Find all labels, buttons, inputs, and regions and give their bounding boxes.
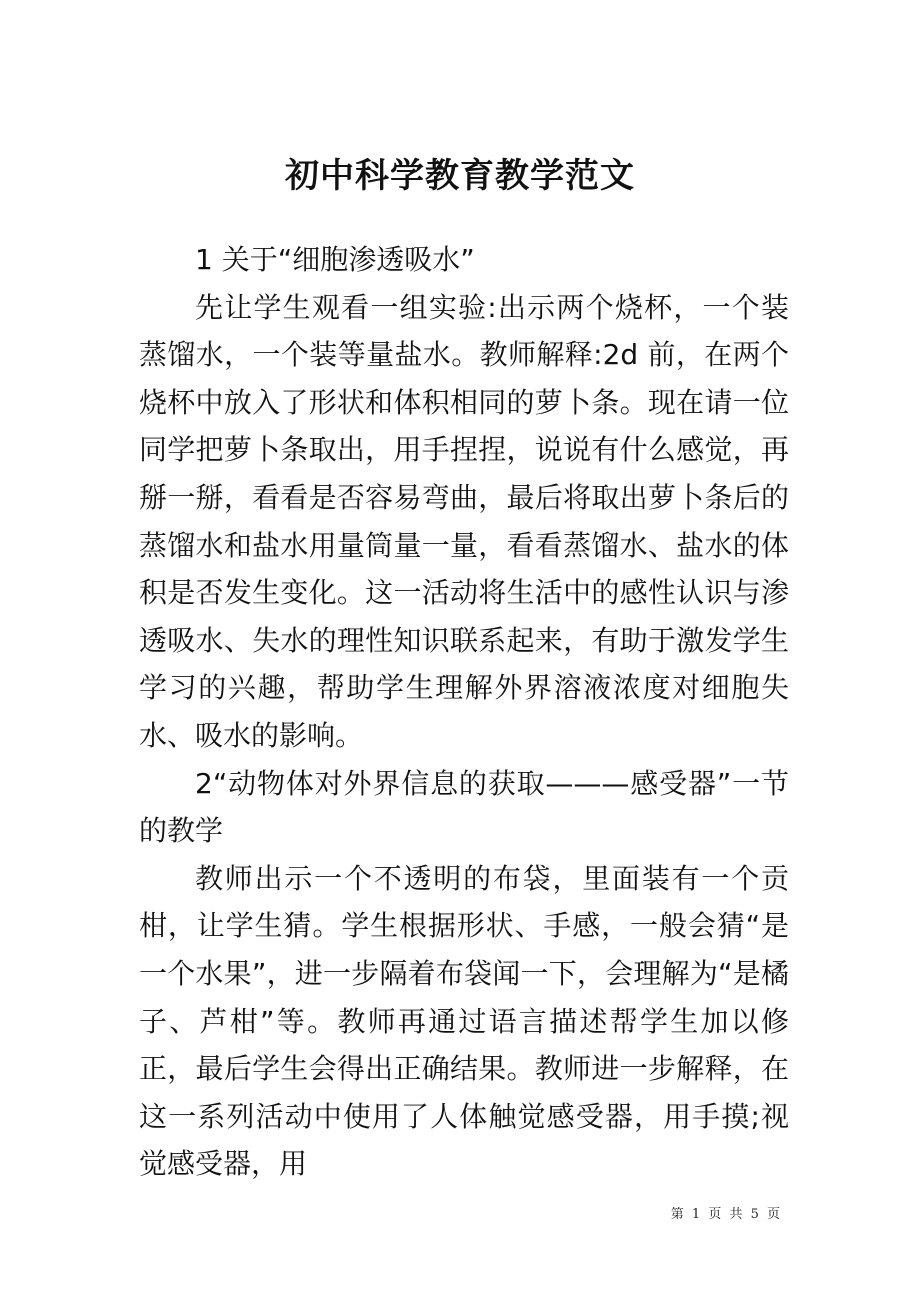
- section-heading-2: 2“动物体对外界信息的获取———感受器”一节的教学: [139, 766, 789, 848]
- section-heading-1: 1 关于“细胞渗透吸水”: [195, 243, 475, 276]
- body-paragraph: 先让学生观看一组实验:出示两个烧杯，一个装蒸馏水，一个装等量盐水。教师解释:2d 前，在两个烧杯中放入了形状和体积相同的萝卜条。现在请一位同学把萝卜条取出，用手捏捏，说说有什么感觉，再掰一掰，看看是否容易弯曲，最后将取出萝卜条后的蒸馏水和盐水用量筒量一量，看看蒸馏水、盐水的体积是否发生变化。这一活动将生活中的感性认识与渗透吸水、失水的理性知识联系起来，有助于激发学生学习的兴趣，帮助学生理解外界溶液浓度对细胞失水、吸水的影响。: [139, 290, 789, 752]
- body-paragraph: 教师出示一个不透明的布袋，里面装有一个贡柑，让学生猜。学生根据形状、手感，一般会猜“是一个水果”，进一步隔着布袋闻一下，会理解为“是橘子、芦柑”等。教师再通过语言描述帮学生加以修正，最后学生会得出正确结果。教师进一步解释，在这一系列活动中使用了人体触觉感受器，用手摸;视觉感受器，用: [139, 861, 789, 1181]
- page-number-footer: 第 1 页 共 5 页: [670, 1207, 782, 1222]
- document-title: 初中科学教育教学范文: [285, 155, 635, 196]
- document-body: [139, 236, 789, 1188]
